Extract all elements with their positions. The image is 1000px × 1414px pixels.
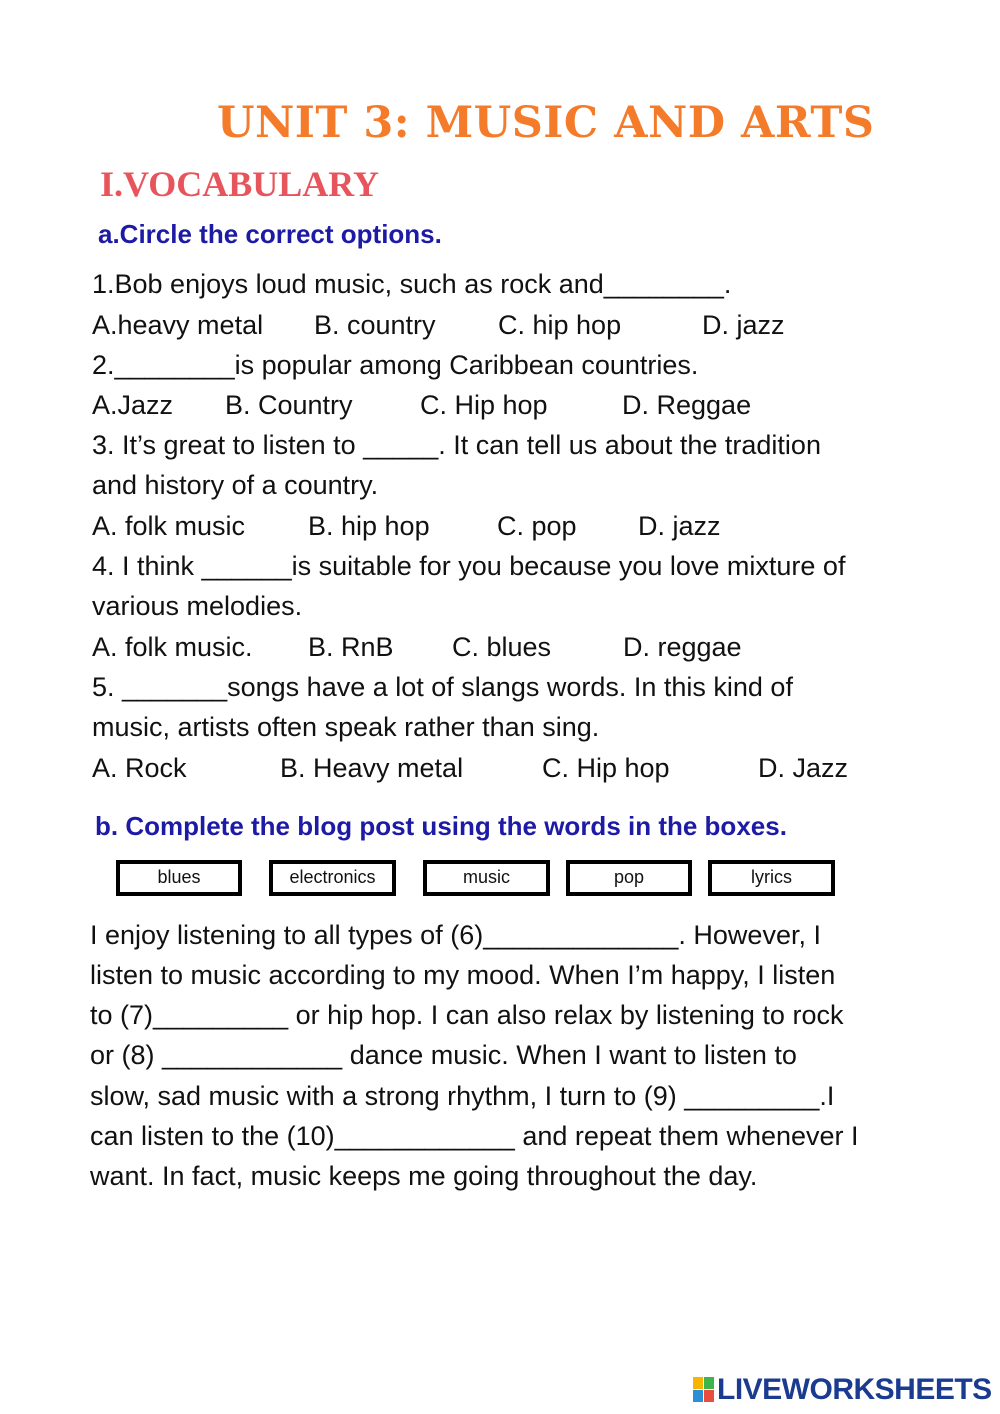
option-5d[interactable]: D. Jazz	[758, 753, 849, 783]
logo-block-green	[704, 1377, 714, 1389]
instruction-a: a.Circle the correct options.	[98, 219, 442, 249]
logo-block-yellow	[693, 1377, 703, 1389]
paragraph-line-2: listen to music according to my mood. When I’m happy, I listen	[90, 960, 836, 990]
paragraph-line-5: slow, sad music with a strong rhythm, I turn to (9) _________.I	[90, 1081, 835, 1111]
question-5: 5. _______songs have a lot of slangs words. In this kind of	[92, 672, 793, 702]
paragraph-line-7: want. In fact, music keeps me going throughout the day.	[90, 1161, 758, 1191]
logo-block-red	[704, 1390, 714, 1402]
option-2c[interactable]: C. Hip hop	[420, 390, 548, 420]
paragraph-line-1: I enjoy listening to all types of (6)_____________. However, I	[90, 920, 821, 950]
word-box-blues[interactable]: blues	[116, 860, 242, 896]
option-1d[interactable]: D. jazz	[702, 310, 785, 340]
option-5c[interactable]: C. Hip hop	[542, 753, 670, 783]
question-3-cont: and history of a country.	[92, 470, 379, 500]
option-1b[interactable]: B. country	[314, 310, 436, 340]
option-4a[interactable]: A. folk music.	[92, 632, 253, 662]
option-2a[interactable]: A.Jazz	[92, 390, 174, 420]
question-5-cont: music, artists often speak rather than sing.	[92, 712, 600, 742]
option-3c[interactable]: C. pop	[497, 511, 577, 541]
liveworksheets-logo	[693, 1373, 992, 1407]
logo-text: LIVEWORKSHEETS	[717, 1373, 992, 1406]
logo-block-blue	[693, 1390, 703, 1402]
instruction-b: b. Complete the blog post using the words in the boxes.	[95, 811, 787, 841]
option-4d[interactable]: D. reggae	[623, 632, 742, 662]
section-heading: I.VOCABULARY	[100, 164, 380, 204]
question-2: 2.________is popular among Caribbean countries.	[92, 350, 699, 380]
paragraph-line-6: can listen to the (10)____________ and repeat them whenever I	[90, 1121, 859, 1151]
word-box-music[interactable]: music	[423, 860, 550, 896]
word-box-pop[interactable]: pop	[566, 860, 692, 896]
paragraph-line-3: to (7)_________ or hip hop. I can also relax by listening to rock	[90, 1000, 844, 1030]
option-4c[interactable]: C. blues	[452, 632, 552, 662]
option-2b[interactable]: B. Country	[225, 390, 353, 420]
option-5a[interactable]: A. Rock	[92, 753, 187, 783]
option-2d[interactable]: D. Reggae	[622, 390, 752, 420]
option-3d[interactable]: D. jazz	[638, 511, 721, 541]
paragraph-line-4: or (8) ____________ dance music. When I want to listen to	[90, 1040, 797, 1070]
option-4b[interactable]: B. RnB	[308, 632, 394, 662]
word-box-lyrics[interactable]: lyrics	[708, 860, 835, 896]
logo-blocks-icon	[693, 1377, 715, 1403]
option-3b[interactable]: B. hip hop	[308, 511, 430, 541]
question-1: 1.Bob enjoys loud music, such as rock and________.	[92, 269, 732, 299]
question-4: 4. I think ______is suitable for you because you love mixture of	[92, 551, 846, 581]
option-5b[interactable]: B. Heavy metal	[280, 753, 464, 783]
option-1a[interactable]: A.heavy metal	[92, 310, 264, 340]
page-title: UNIT 3: MUSIC AND ARTS	[217, 98, 875, 148]
word-box-electronics[interactable]: electronics	[269, 860, 396, 896]
question-3: 3. It’s great to listen to _____. It can tell us about the tradition	[92, 430, 821, 460]
option-1c[interactable]: C. hip hop	[498, 310, 622, 340]
option-3a[interactable]: A. folk music	[92, 511, 246, 541]
question-4-cont: various melodies.	[92, 591, 303, 621]
